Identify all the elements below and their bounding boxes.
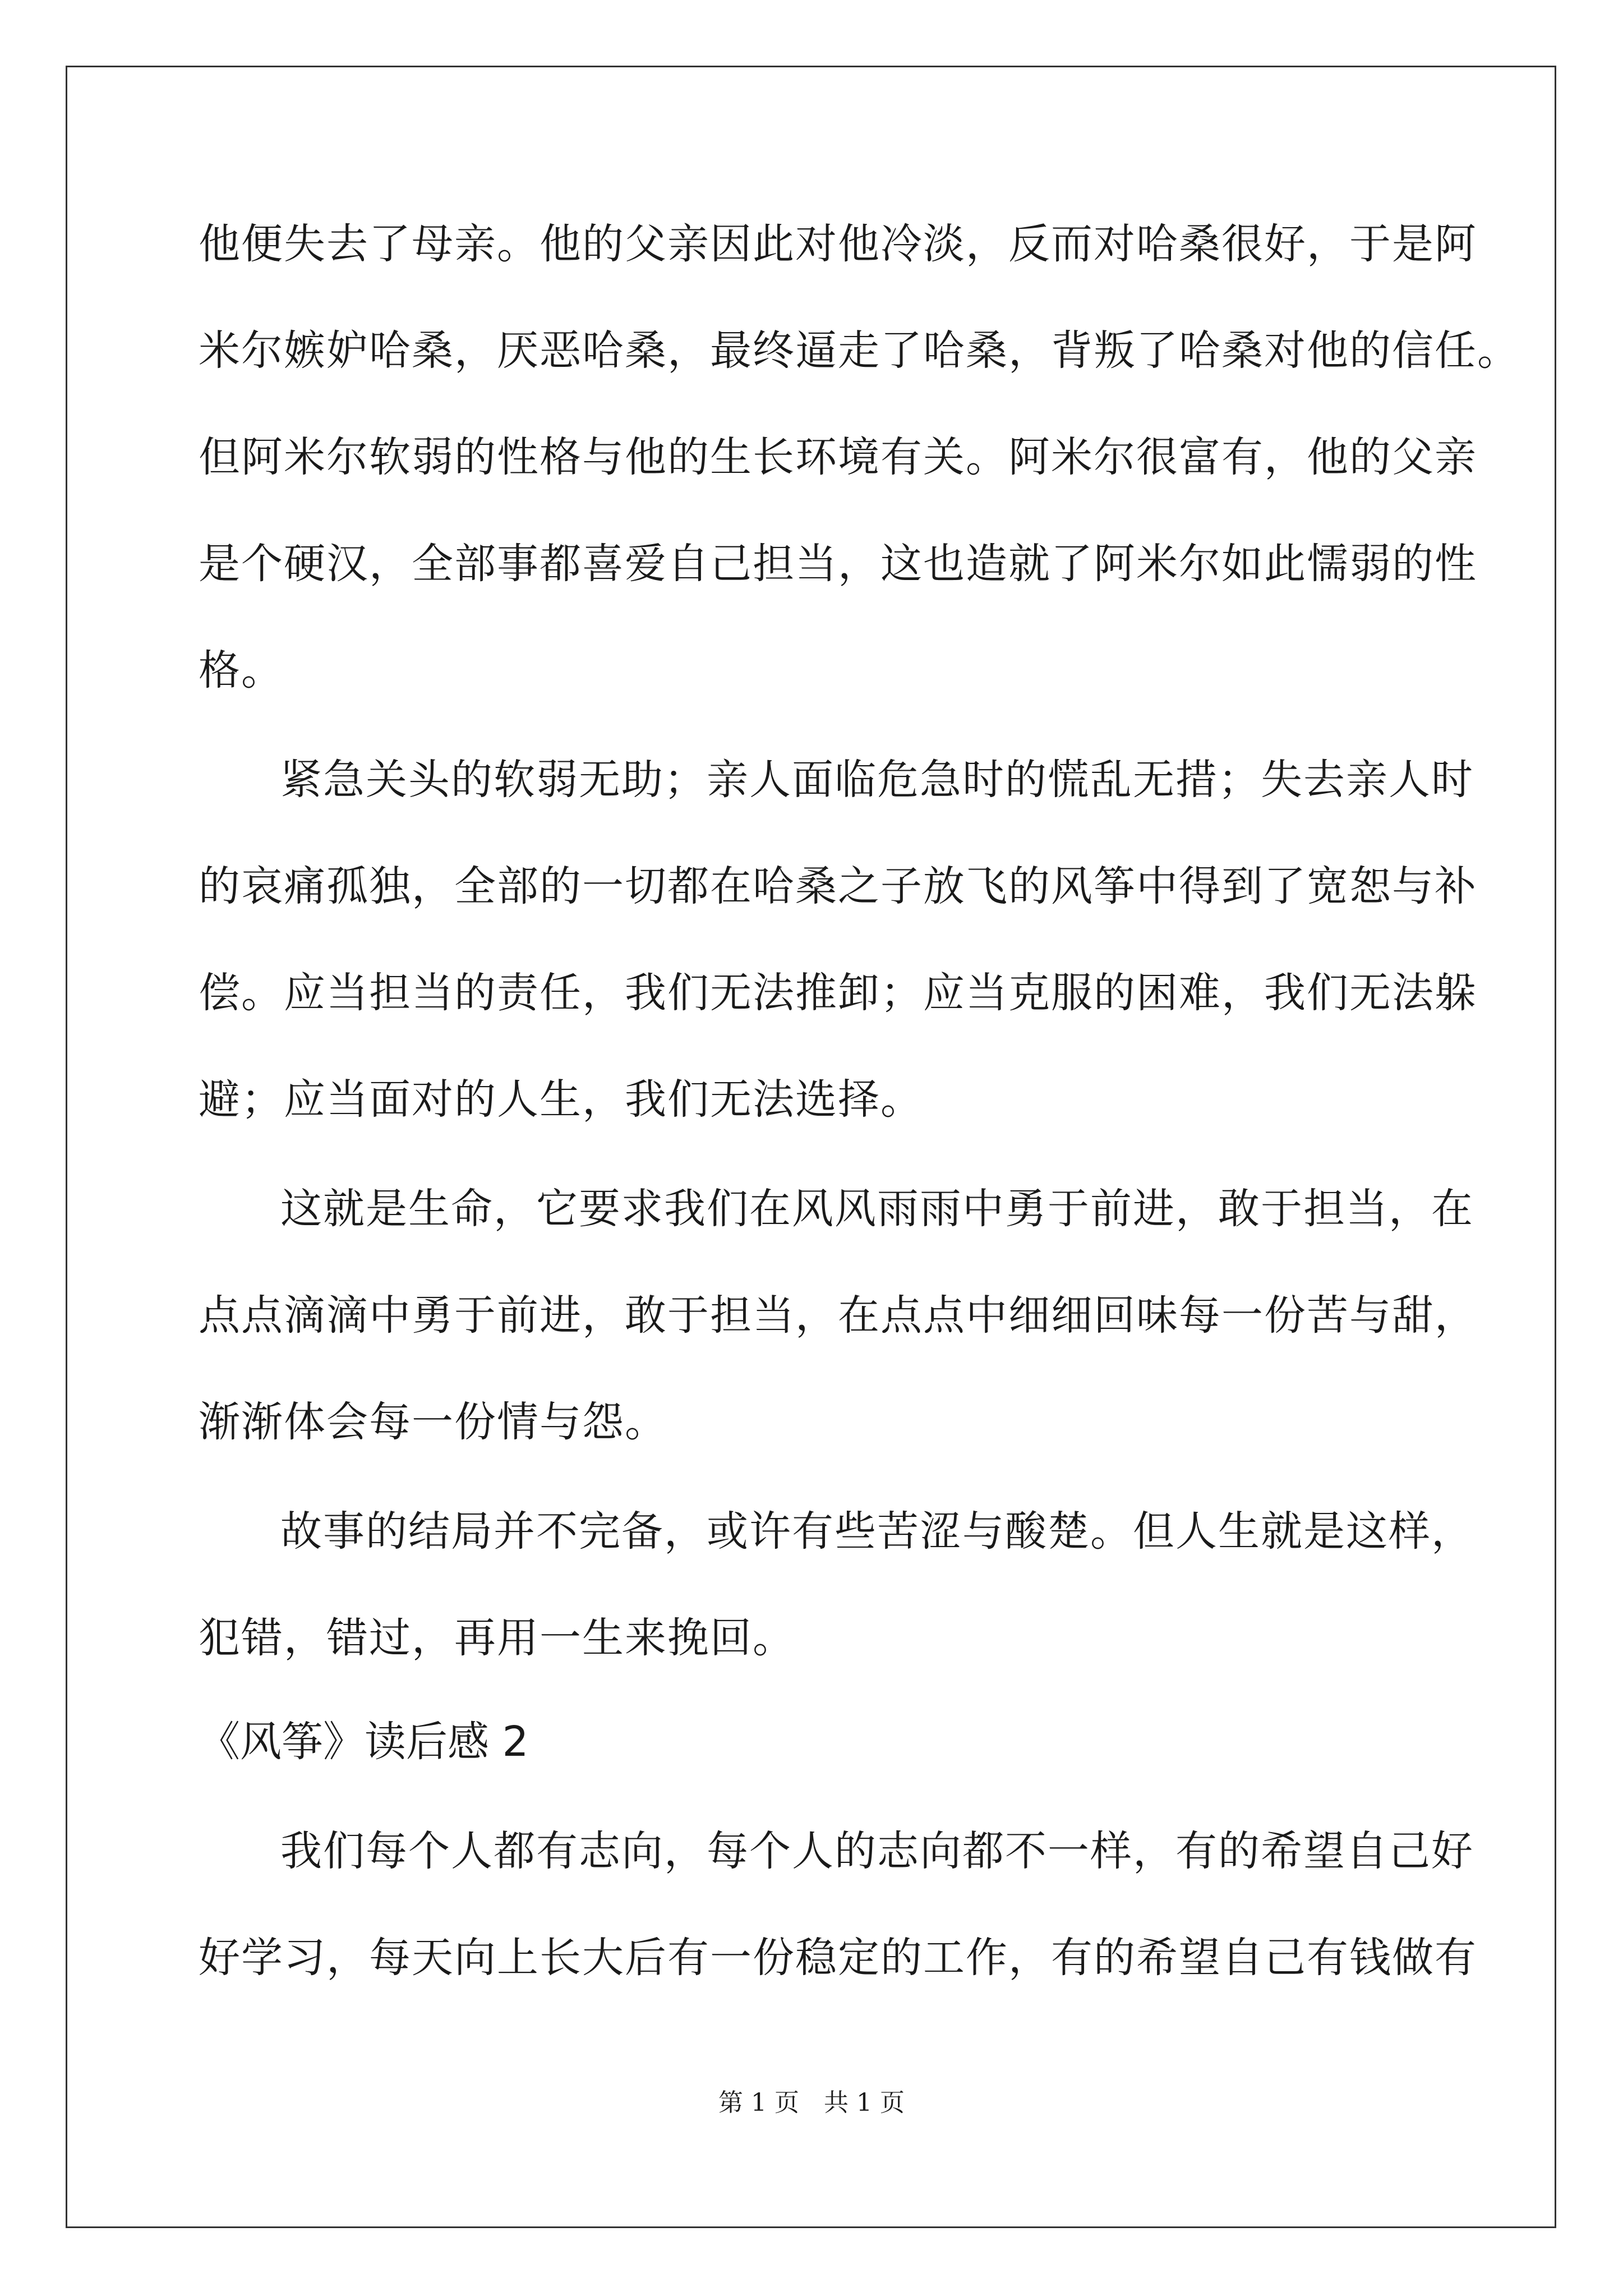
page-border bbox=[66, 66, 1556, 2228]
paragraph-1-line-5: 格。 bbox=[199, 646, 284, 694]
paragraph-2-line-2: 的哀痛孤独，全部的一切都在哈桑之子放飞的风筝中得到了宽恕与补 bbox=[199, 862, 1477, 910]
paragraph-1-line-1: 他便失去了母亲。他的父亲因此对他冷淡，反而对哈桑很好，于是阿 bbox=[199, 220, 1477, 268]
paragraph-3-line-2: 点点滴滴中勇于前进，敢于担当，在点点中细细回味每一份苦与甜， bbox=[199, 1291, 1477, 1340]
page-number-footer: 第 1 页 共 1 页 bbox=[718, 2088, 905, 2117]
paragraph-4-line-1: 故事的结局并不完备，或许有些苦涩与酸楚。但人生就是这样， bbox=[280, 1507, 1474, 1556]
section-heading: 《风筝》读后感 2 bbox=[199, 1718, 529, 1766]
paragraph-3-line-1: 这就是生命，它要求我们在风风雨雨中勇于前进，敢于担当，在 bbox=[280, 1185, 1474, 1233]
paragraph-1-line-2: 米尔嫉妒哈桑，厌恶哈桑，最终逼走了哈桑，背叛了哈桑对他的信任。 bbox=[199, 326, 1520, 375]
paragraph-3-line-3: 渐渐体会每一份情与怨。 bbox=[199, 1398, 667, 1446]
paragraph-1-line-4: 是个硬汉，全部事都喜爱自己担当，这也造就了阿米尔如此懦弱的性 bbox=[199, 540, 1477, 588]
paragraph-5-line-1: 我们每个人都有志向，每个人的志向都不一样，有的希望自己好 bbox=[280, 1827, 1474, 1875]
paragraph-1-line-3: 但阿米尔软弱的性格与他的生长环境有关。阿米尔很富有，他的父亲 bbox=[199, 433, 1477, 481]
paragraph-2-line-4: 避；应当面对的人生，我们无法选择。 bbox=[199, 1075, 923, 1124]
paragraph-2-line-3: 偿。应当担当的责任，我们无法推卸；应当克服的困难，我们无法躲 bbox=[199, 969, 1477, 1017]
paragraph-5-line-2: 好学习，每天向上长大后有一份稳定的工作，有的希望自己有钱做有 bbox=[199, 1934, 1477, 1982]
paragraph-4-line-2: 犯错，错过，再用一生来挽回。 bbox=[199, 1614, 795, 1662]
paragraph-2-line-1: 紧急关头的软弱无助；亲人面临危急时的慌乱无措；失去亲人时 bbox=[280, 756, 1474, 804]
